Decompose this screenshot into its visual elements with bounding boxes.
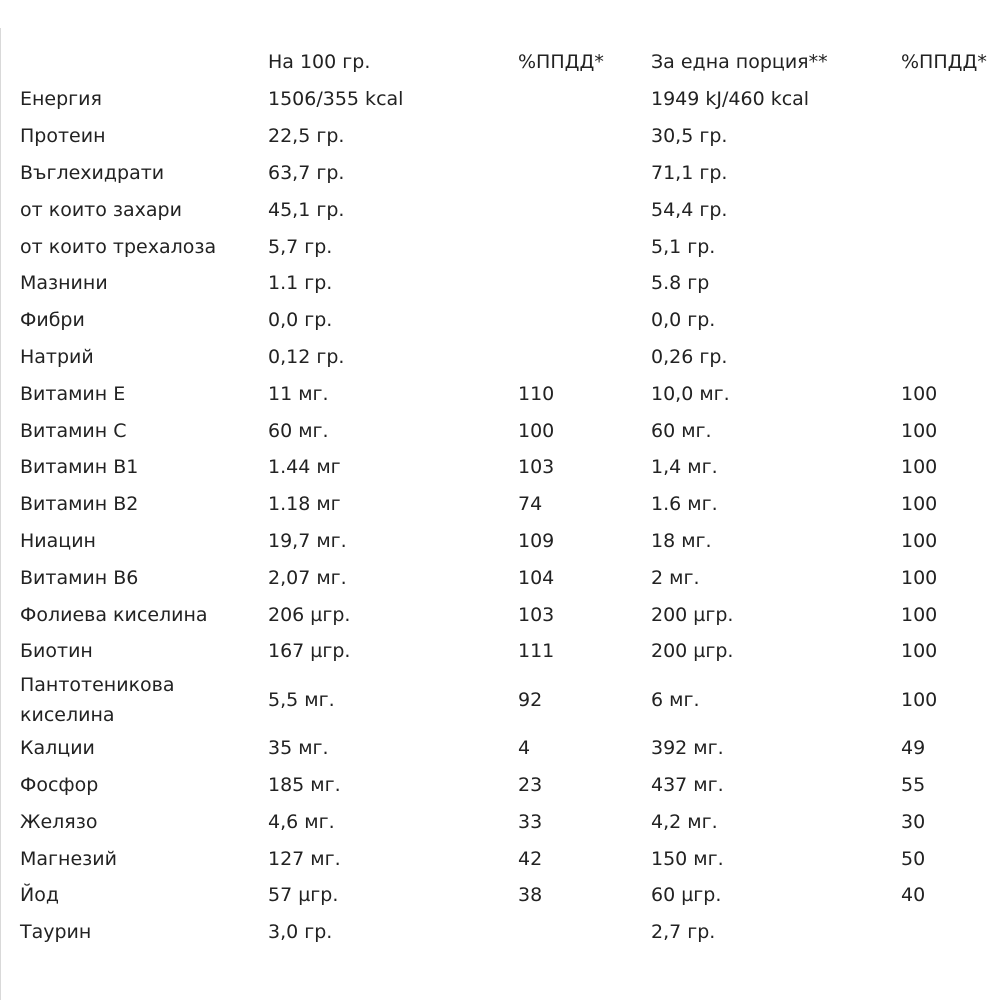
table-row: [20, 730, 995, 767]
table-row: [20, 767, 995, 804]
rdi-percent-serving: [901, 81, 995, 118]
per-serving-value: 5,1 гр.: [651, 235, 716, 258]
rdi-percent-100g: 103: [518, 456, 555, 479]
header-nutrient: [20, 42, 268, 81]
per-serving-value: 0,0 гр.: [651, 309, 716, 332]
per-serving-value: 200 µгр.: [651, 640, 734, 663]
per-serving-value: 4,2 мг.: [651, 810, 718, 833]
table-row: [20, 803, 995, 840]
rdi-percent-100g: [518, 914, 651, 951]
table-row: [20, 877, 995, 914]
per-100g-value: 57 µгр.: [268, 884, 339, 907]
nutrient-name: Мазнини: [20, 272, 108, 295]
rdi-percent-serving: [901, 155, 995, 192]
rdi-percent-100g: 42: [518, 847, 543, 870]
rdi-percent-serving: 30: [901, 810, 926, 833]
nutrient-name: Калции: [20, 737, 95, 760]
rdi-percent-serving: [901, 228, 995, 265]
per-100g-value: 167 µгр.: [268, 640, 351, 663]
rdi-percent-serving: 100: [901, 529, 938, 552]
nutrient-name: Витамин В2: [20, 493, 139, 516]
nutrient-name: Въглехидрати: [20, 161, 165, 184]
rdi-percent-serving: [901, 302, 995, 339]
table-row: [20, 559, 995, 596]
nutrient-name: Ниацин: [20, 529, 96, 552]
table-row: [20, 155, 995, 192]
per-100g-value: 1.1 гр.: [268, 272, 333, 295]
per-100g-value: 5,7 гр.: [268, 235, 333, 258]
per-100g-value: 1.18 мг: [268, 493, 341, 516]
table-row: [20, 596, 995, 633]
rdi-percent-100g: 103: [518, 603, 555, 626]
rdi-percent-serving: [901, 191, 995, 228]
per-100g-value: 206 µгр.: [268, 603, 351, 626]
nutrient-name: Витамин В1: [20, 456, 139, 479]
per-100g-value: 60 мг.: [268, 419, 329, 442]
rdi-percent-serving: 100: [901, 640, 938, 663]
rdi-percent-serving: 100: [901, 603, 938, 626]
table-row: [20, 523, 995, 560]
per-serving-value: 0,26 гр.: [651, 345, 728, 368]
rdi-percent-serving: 100: [901, 493, 938, 516]
per-serving-value: 71,1 гр.: [651, 161, 728, 184]
rdi-percent-serving: 100: [901, 566, 938, 589]
nutrient-name: Фолиева киселина: [20, 603, 208, 626]
nutrient-name: Витамин В6: [20, 566, 139, 589]
per-100g-value: 5,5 мг.: [268, 688, 335, 711]
rdi-percent-100g: [518, 155, 651, 192]
per-serving-value: 60 мг.: [651, 419, 712, 442]
per-serving-value: 1949 kJ/460 kcal: [651, 88, 810, 111]
per-100g-value: 127 мг.: [268, 847, 341, 870]
per-serving-value: 6 мг.: [651, 688, 700, 711]
table-row: [20, 118, 995, 155]
rdi-percent-serving: [901, 118, 995, 155]
per-serving-value: 18 мг.: [651, 529, 712, 552]
rdi-percent-100g: [518, 339, 651, 376]
per-serving-value: 150 мг.: [651, 847, 724, 870]
rdi-percent-100g: [518, 191, 651, 228]
table-row: [20, 375, 995, 412]
header-per-100g: На 100 гр.: [268, 50, 371, 73]
rdi-percent-serving: 49: [901, 737, 926, 760]
rdi-percent-serving: 100: [901, 456, 938, 479]
rdi-percent-100g: 109: [518, 529, 555, 552]
per-serving-value: 54,4 гр.: [651, 198, 728, 221]
rdi-percent-100g: [518, 302, 651, 339]
left-border-line: [0, 28, 1, 1000]
nutrient-name: Магнезий: [20, 847, 117, 870]
nutrient-name: Йод: [20, 884, 59, 907]
per-100g-value: 0,12 гр.: [268, 345, 345, 368]
nutrient-name: от които захари: [20, 198, 182, 221]
per-serving-value: 1.6 мг.: [651, 493, 718, 516]
nutrient-name: Витамин С: [20, 419, 127, 442]
per-100g-value: 45,1 гр.: [268, 198, 345, 221]
rdi-percent-100g: [518, 228, 651, 265]
per-100g-value: 1.44 мг: [268, 456, 341, 479]
rdi-percent-100g: 33: [518, 810, 543, 833]
table-row: [20, 486, 995, 523]
nutrient-name: Пантотеникова киселина: [20, 673, 175, 726]
rdi-percent-serving: [901, 265, 995, 302]
per-serving-value: 392 мг.: [651, 737, 724, 760]
rdi-percent-100g: 23: [518, 773, 543, 796]
rdi-percent-100g: 74: [518, 493, 543, 516]
per-100g-value: 4,6 мг.: [268, 810, 335, 833]
per-serving-value: 200 µгр.: [651, 603, 734, 626]
nutrient-name: Желязо: [20, 810, 98, 833]
nutrient-name: Биотин: [20, 640, 93, 663]
table-header-row: [20, 42, 995, 81]
table-row: [20, 633, 995, 670]
per-100g-value: 19,7 мг.: [268, 529, 347, 552]
table-row: [20, 228, 995, 265]
header-rdi-percent-100g: %ППДД*: [518, 50, 604, 73]
per-100g-value: 63,7 гр.: [268, 161, 345, 184]
per-serving-value: 10,0 мг.: [651, 382, 730, 405]
per-100g-value: 185 мг.: [268, 773, 341, 796]
rdi-percent-100g: 38: [518, 884, 543, 907]
rdi-percent-100g: 111: [518, 640, 555, 663]
rdi-percent-serving: 100: [901, 688, 938, 711]
nutrient-name: Натрий: [20, 345, 94, 368]
per-serving-value: 5.8 гр: [651, 272, 710, 295]
rdi-percent-serving: [901, 914, 995, 951]
table-row: [20, 339, 995, 376]
rdi-percent-100g: 92: [518, 688, 543, 711]
header-per-serving: За една порция**: [651, 50, 828, 73]
rdi-percent-100g: 104: [518, 566, 555, 589]
table-row: [20, 191, 995, 228]
per-100g-value: 3,0 гр.: [268, 921, 333, 944]
per-serving-value: 60 µгр.: [651, 884, 722, 907]
rdi-percent-100g: [518, 265, 651, 302]
table-row: [20, 265, 995, 302]
per-serving-value: 30,5 гр.: [651, 125, 728, 148]
table-row: [20, 81, 995, 118]
nutrient-name: Протеин: [20, 125, 106, 148]
rdi-percent-serving: 100: [901, 419, 938, 442]
per-serving-value: 2 мг.: [651, 566, 700, 589]
per-100g-value: 22,5 гр.: [268, 125, 345, 148]
nutrient-name: Витамин Е: [20, 382, 126, 405]
table-row: [20, 670, 995, 730]
table-row: [20, 302, 995, 339]
per-100g-value: 1506/355 kcal: [268, 88, 404, 111]
rdi-percent-serving: [901, 339, 995, 376]
nutrient-name: Фосфор: [20, 773, 99, 796]
rdi-percent-100g: 100: [518, 419, 555, 442]
per-100g-value: 11 мг.: [268, 382, 329, 405]
nutrition-table: [20, 42, 995, 951]
nutrient-name: от които трехалоза: [20, 235, 217, 258]
per-100g-value: 35 мг.: [268, 737, 329, 760]
per-serving-value: 437 мг.: [651, 773, 724, 796]
rdi-percent-100g: [518, 118, 651, 155]
rdi-percent-serving: 50: [901, 847, 926, 870]
table-row: [20, 840, 995, 877]
table-row: [20, 914, 995, 951]
rdi-percent-100g: 110: [518, 382, 555, 405]
header-rdi-percent-serving: %ППДД*: [901, 50, 987, 73]
per-100g-value: 2,07 мг.: [268, 566, 347, 589]
table-row: [20, 449, 995, 486]
rdi-percent-serving: 40: [901, 884, 926, 907]
per-100g-value: 0,0 гр.: [268, 309, 333, 332]
nutrient-name: Енергия: [20, 88, 102, 111]
rdi-percent-100g: 4: [518, 737, 531, 760]
rdi-percent-serving: 55: [901, 773, 926, 796]
per-serving-value: 1,4 мг.: [651, 456, 718, 479]
rdi-percent-serving: 100: [901, 382, 938, 405]
per-serving-value: 2,7 гр.: [651, 921, 716, 944]
rdi-percent-100g: [518, 81, 651, 118]
nutrient-name: Таурин: [20, 921, 92, 944]
table-row: [20, 412, 995, 449]
nutrient-name: Фибри: [20, 309, 85, 332]
